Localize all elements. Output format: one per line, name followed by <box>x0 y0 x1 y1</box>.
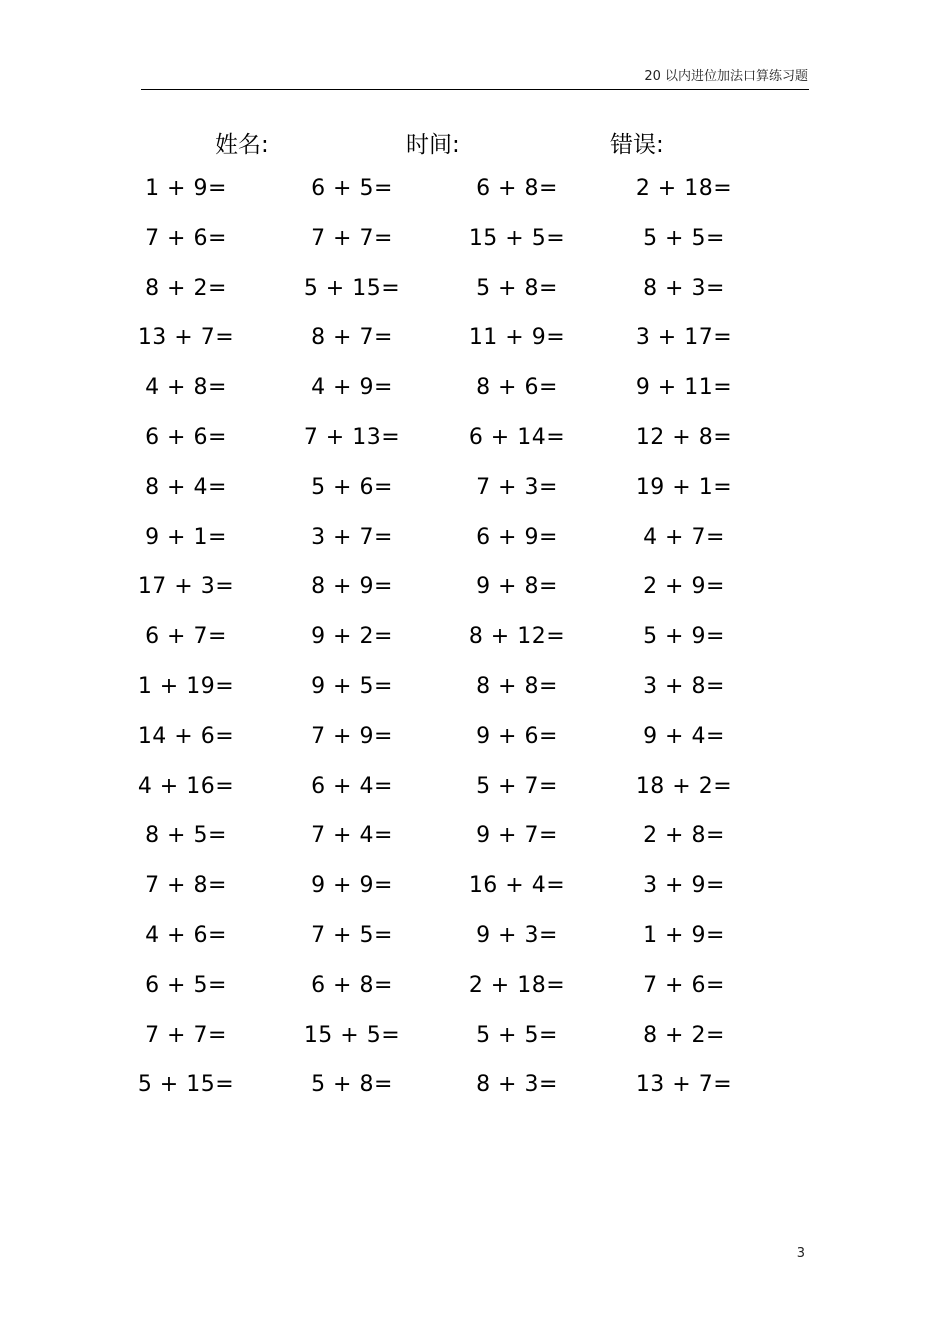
problem-item: 5 + 9= <box>643 624 725 650</box>
problem-item: 7 + 6= <box>643 972 725 998</box>
problem-item: 13 + 7= <box>635 1072 733 1098</box>
problem-item: 2 + 9= <box>643 574 725 600</box>
problem-item: 12 + 8= <box>635 425 733 450</box>
problem-item: 6 + 5= <box>311 176 393 201</box>
problem-item: 1 + 19= <box>137 674 235 699</box>
student-info-row <box>0 126 950 160</box>
problem-item: 9 + 5= <box>311 674 393 699</box>
problem-item: 4 + 6= <box>145 923 227 948</box>
problem-row <box>0 1013 950 1063</box>
problem-item: 9 + 8= <box>476 574 558 600</box>
problem-row <box>0 813 950 863</box>
problem-item: 7 + 4= <box>311 823 393 849</box>
page-header-title: 20 以内进位加法口算练习题 <box>644 69 808 84</box>
errors-label: 错误: <box>610 132 664 158</box>
problem-item: 6 + 9= <box>476 524 558 550</box>
problem-item: 4 + 8= <box>145 375 227 401</box>
problem-item: 7 + 3= <box>476 474 558 500</box>
problem-row <box>0 315 950 365</box>
problem-item: 8 + 3= <box>476 1072 558 1098</box>
problem-row <box>0 465 950 515</box>
problem-item: 4 + 16= <box>137 773 235 799</box>
problem-item: 18 + 2= <box>635 773 733 799</box>
problem-item: 6 + 8= <box>476 176 558 201</box>
problem-item: 2 + 18= <box>635 176 733 201</box>
problem-item: 5 + 5= <box>476 1022 558 1048</box>
problem-item: 3 + 7= <box>311 524 393 550</box>
problem-item: 5 + 8= <box>311 1072 393 1098</box>
problem-item: 8 + 2= <box>643 1022 725 1048</box>
problem-item: 17 + 3= <box>137 574 235 600</box>
problem-item: 5 + 6= <box>311 474 393 500</box>
problem-item: 6 + 4= <box>311 773 393 799</box>
problem-item: 11 + 9= <box>468 325 566 351</box>
name-label: 姓名: <box>215 132 269 158</box>
problem-row <box>0 1062 950 1112</box>
problem-item: 6 + 8= <box>311 972 393 998</box>
problem-item: 5 + 5= <box>643 225 725 251</box>
problem-item: 7 + 9= <box>311 723 393 749</box>
problem-item: 9 + 2= <box>311 624 393 650</box>
problem-item: 3 + 8= <box>643 674 725 699</box>
problem-row <box>0 913 950 963</box>
problem-item: 5 + 15= <box>303 275 401 301</box>
problem-item: 9 + 3= <box>476 923 558 948</box>
problem-item: 6 + 5= <box>145 972 227 998</box>
problem-item: 5 + 8= <box>476 275 558 301</box>
problem-item: 7 + 5= <box>311 923 393 948</box>
problem-row <box>0 764 950 814</box>
problem-item: 7 + 6= <box>145 225 227 251</box>
problem-row <box>0 863 950 913</box>
problem-row <box>0 166 950 216</box>
problem-item: 8 + 9= <box>311 574 393 600</box>
problem-item: 15 + 5= <box>303 1022 401 1048</box>
problem-item: 1 + 9= <box>145 176 227 201</box>
problem-item: 7 + 13= <box>303 425 401 450</box>
problem-item: 7 + 7= <box>311 225 393 251</box>
problem-item: 9 + 11= <box>635 375 733 401</box>
problem-item: 16 + 4= <box>468 873 566 899</box>
problem-row <box>0 564 950 614</box>
problem-row <box>0 963 950 1013</box>
problem-row <box>0 515 950 565</box>
problem-item: 2 + 18= <box>468 972 566 998</box>
problem-item: 9 + 1= <box>145 524 227 550</box>
problem-item: 9 + 4= <box>643 723 725 749</box>
problem-item: 6 + 7= <box>145 624 227 650</box>
problem-row <box>0 664 950 714</box>
problem-item: 8 + 7= <box>311 325 393 351</box>
problem-item: 8 + 6= <box>476 375 558 401</box>
problem-item: 1 + 9= <box>643 923 725 948</box>
problem-item: 8 + 8= <box>476 674 558 699</box>
problem-item: 9 + 7= <box>476 823 558 849</box>
problem-item: 15 + 5= <box>468 225 566 251</box>
problem-item: 4 + 9= <box>311 375 393 401</box>
problem-row <box>0 614 950 664</box>
problem-row <box>0 365 950 415</box>
page-number: 3 <box>796 1246 805 1261</box>
problem-item: 9 + 6= <box>476 723 558 749</box>
problem-item: 9 + 9= <box>311 873 393 899</box>
problem-row <box>0 216 950 266</box>
problem-item: 8 + 3= <box>643 275 725 301</box>
problem-row <box>0 266 950 316</box>
problem-item: 2 + 8= <box>643 823 725 849</box>
problem-item: 3 + 9= <box>643 873 725 899</box>
problem-item: 8 + 12= <box>468 624 566 650</box>
problem-item: 5 + 7= <box>476 773 558 799</box>
time-label: 时间: <box>406 132 460 158</box>
problem-item: 8 + 5= <box>145 823 227 849</box>
problem-item: 6 + 6= <box>145 425 227 450</box>
problem-item: 7 + 7= <box>145 1022 227 1048</box>
problem-item: 5 + 15= <box>137 1072 235 1098</box>
problem-item: 8 + 4= <box>145 474 227 500</box>
problem-item: 7 + 8= <box>145 873 227 899</box>
problem-item: 13 + 7= <box>137 325 235 351</box>
problem-item: 19 + 1= <box>635 474 733 500</box>
problem-item: 4 + 7= <box>643 524 725 550</box>
problem-item: 8 + 2= <box>145 275 227 301</box>
problem-row <box>0 415 950 465</box>
problem-item: 3 + 17= <box>635 325 733 351</box>
problem-item: 6 + 14= <box>468 425 566 450</box>
problem-row <box>0 714 950 764</box>
header-rule <box>141 89 809 90</box>
problem-item: 14 + 6= <box>137 723 235 749</box>
